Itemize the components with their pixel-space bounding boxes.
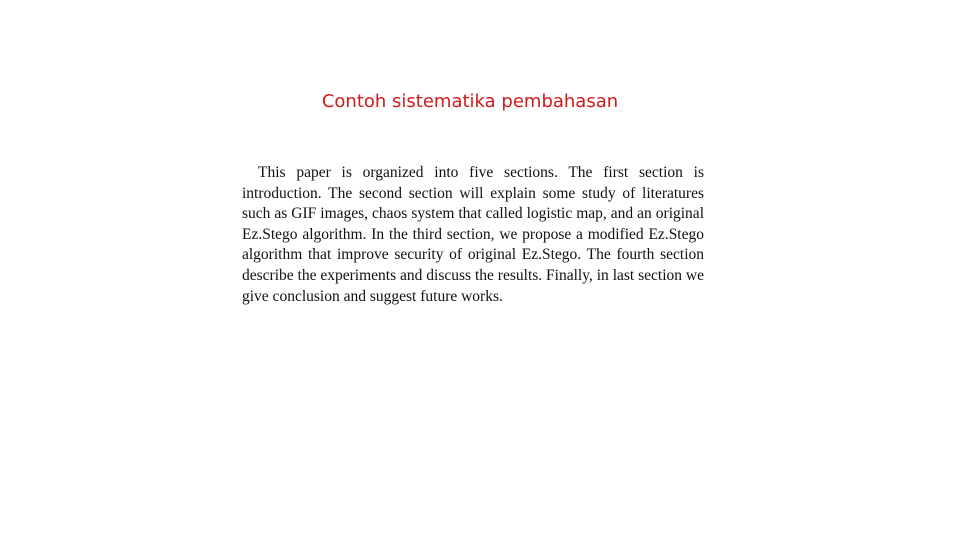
slide-title: Contoh sistematika pembahasan: [321, 91, 619, 112]
body-paragraph: This paper is organized into five sections. The first section is introduction. The second section will explain some study of literatures such as GIF images, chaos system that called logistic map, and an original Ez.Stego algorithm. In the third section, we propose a modified Ez.Stego algorithm that improve security of original Ez.Stego. The fourth section describe the experiments and discuss the results. Finally, in last section we give conclusion and suggest future works.: [242, 164, 704, 305]
